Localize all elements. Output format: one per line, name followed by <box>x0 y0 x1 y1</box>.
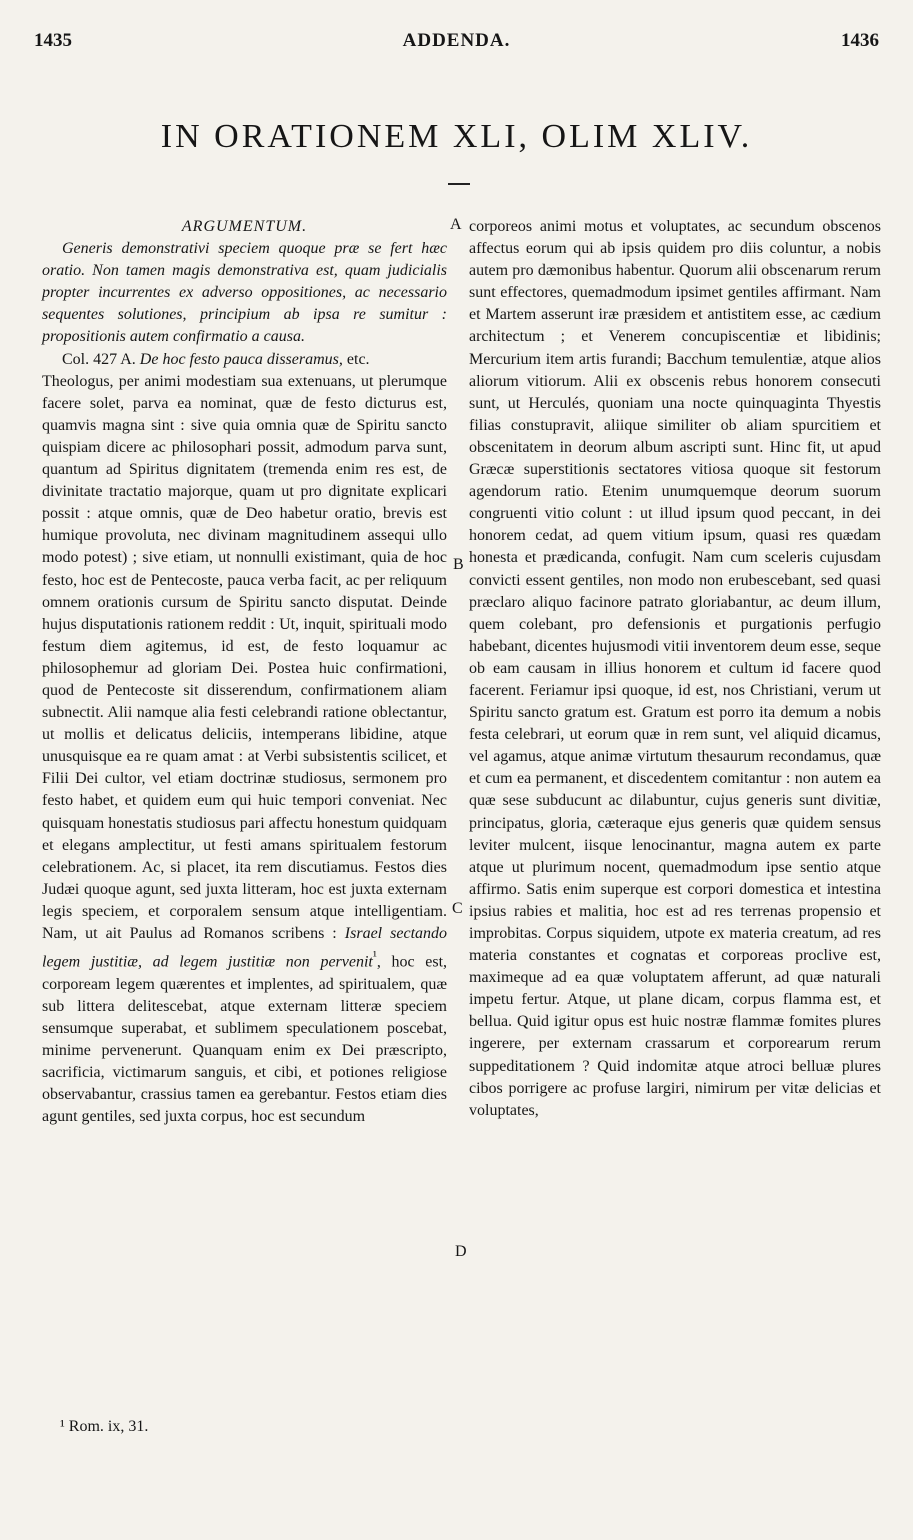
left-column <box>42 216 447 1128</box>
margin-marker-d: D <box>455 1243 467 1260</box>
right-page-number: 1436 <box>841 30 879 51</box>
margin-marker-a: A <box>450 216 462 233</box>
col-ref-incipit: De hoc festo pauca disseramus, <box>139 350 343 368</box>
scripture-quote: Israel sectando legem justitiæ, ad legem justitiæ non pervenit <box>42 925 448 971</box>
footnote-ref: ¹ <box>372 948 377 964</box>
margin-marker-b: B <box>453 556 464 573</box>
section-title: IN ORATIONEM XLI, OLIM XLIV. <box>160 118 753 155</box>
margin-marker-c: C <box>452 900 463 917</box>
body-text-cont: , hoc est, corpoream legem quærentes et implentes, ad spiritualem, quæ sub littera delitescebat, atque externam litteræ speciem sensumque superabat, et sublimem speculationem poscebat, minime pervenerunt. Quanquam enim ex Dei præscripto, sacrificia, victimarum sanguis, et cibi, et potiones religiose observabantur, crassius tamen ea gerebantur. Festos etiam dies agunt gentiles, sed juxta corpus, hoc est secundum <box>42 953 448 1126</box>
col-ref: Col. 427 A. <box>62 350 136 368</box>
argument-text: Generis demonstrativi speciem quoque præ se fert hæc oratio. Non tamen magis demonstrativa est, quam judicialis propter incurrentes ex adverso oppositiones, ac necessario sequentes solutiones, principium ab ipsa re sumitur : propositionis autem confirmatio a causa. <box>42 240 447 346</box>
right-body-text: corporeos animi motus et voluptates, ac secundum obscenos affectus eorum qui ab ipsis quidem pro diis coluntur, a nobis autem pro dæmonibus habentur. Quorum alii obscenarum rerum sunt effectores, quemadmodum ipsimet gentiles affirmant. Nam et Martem asserunt iræ præsidem et antistitem esse, ac cædium architectum ; et Venerem concupiscentiæ et libidinis; Mercurium item artis furandi; Bacchum temulentiæ, atque alios aliorum vitiorum. Alii ex obscenis rebus honorem consecuti sunt, ut Herculés, quoniam una nocte quinquaginta Thyestis filias constupravit, aliique similiter ob aliam spurcitiem et obscenitatem in deorum album ascripti sunt. Hinc fit, ut apud Græcæ superstitionis sectatores vitiosa quoque sit festorum agendorum ratio. Etenim unumquemque deorum suorum congruenti vitio colunt : ut illud ipsum quod peccant, in dei honorem cedat, ad quem vitium ipsum, quasi res quædam honesta et prædicanda, confugit. Nam cum sceleris cujusdam convicti essent gentiles, non modo non erubescebant, sed quasi præclaro aliquo facinore patrato gloriabantur, ac deum illum, quem colebant, pro defensionis et purgationis perfugio habebant, dicentes hujusmodi vitii inventorem deum esse, seque ob eam causam in illius honorem et cultum id facere quod facerent. Feriamur ipsi quoque, id est, nos Christiani, verum ut Spiritu sancto gratum est. Gratum est porro ita demum a nobis festa celebrari, ut eorum quæ in rem sunt, vel aliquid dicamus, vel agamus, atque animæ virtutum thesaurum recondamus, quæ et cum ea permanent, et discedentem comitantur : non autem ea quæ sese subducunt ac dilabuntur, cujus generis sunt divitiæ, principatus, gloria, cæteraque ejus generis quæ quidem sensus leviter mulcent, iisque lenocinantur, magna autem ex parte atque ut plurimum nocent, quemadmodum ipse sentio atque affirmo. Satis enim superque est corpori domestica et intestina ipsius rabies et malitia, hoc est ad res terrenas propensio et improbitas. Corpus siquidem, utpote ex materia creatum, ad res materia constantes et cognatas et corporeas proclive est, maximeque ad ea quæ voluptatem afferunt, ad quæ naturali impetu fertur. Atque, ut plane dicam, corpus flamma est, et bellua. Quid igitur opus est huic nostræ flammæ fomites plures ingerere, per externam crassarum et corporearum rerum suppeditationem ? Quid indomitæ atque atroci belluæ plures cibos porrigere ac profuse largiri, nimirum per vitæ delicias et voluptates, <box>469 218 881 1119</box>
column-reference <box>42 349 447 371</box>
left-page-number: 1435 <box>34 30 72 51</box>
title-rule <box>448 183 470 185</box>
argument-heading: ARGUMENTUM. <box>181 218 308 235</box>
right-column <box>469 216 881 1122</box>
body-text: Theologus, per animi modestiam sua extenuans, ut plerumque facere solet, parva ea nominat, quæ de festo dicturus est, quamvis magna sint : sive quia omnia quæ de Spiritu sancto quispiam dicere ac philosophari possit, admodum parva sunt, quantum ad Spiritus dignitatem (tremenda enim res est, de divinitate tractatio majorque, quam ut pro dignitate explicari possit : atque omnis, quæ de Deo habetur oratio, brevis est humique provoluta, nec divinam magnitudinem assequi ullo modo potest) ; sive etiam, ut nonnulli existimant, quia de hoc festo, hoc est de Pentecoste, pauca verba facit, ac per reliquum omnem orationis cursum de Spiritu sancto disputat. Deinde hujus disputationis rationem reddit : Ut, inquit, spirituali modo festum diem agitemus, id est, de festo loquamur ac philosophemur ad gloriam Dei. Postea huic confirmationi, quod de Pentecoste sit disserendum, confirmationem aliam subnectit. Alii namque alia festi celebrandi ratione oblectantur, ut mollis et delicatus deliciis, intemperans libidine, atque unusquisque ea re quam amat : at Verbi subsistentis scilicet, et Filii Dei cultor, vel etiam doctrinæ studiosus, sermonem pro festo habet, et quidem eum qui huic tempori conveniat. Nec quisquam honestatis studiosus pari affectu honestum quidquam et elegans amplectitur, ut festi amans spiritualem festorum celebrationem. Ac, si placet, ita rem discutiamus. Festos dies Judæi quoque agunt, sed juxta litteram, hoc est juxta externam legis speciem, et corporalem sensum atque intelligentiam. Nam, ut ait Paulus ad Romanos scribens : <box>42 372 447 942</box>
col-ref-end: etc. <box>346 350 370 368</box>
footnote: ¹ Rom. ix, 31. <box>60 1418 149 1435</box>
body-paragraph <box>42 371 447 1129</box>
running-header <box>34 30 879 60</box>
running-title: ADDENDA. <box>402 30 511 51</box>
